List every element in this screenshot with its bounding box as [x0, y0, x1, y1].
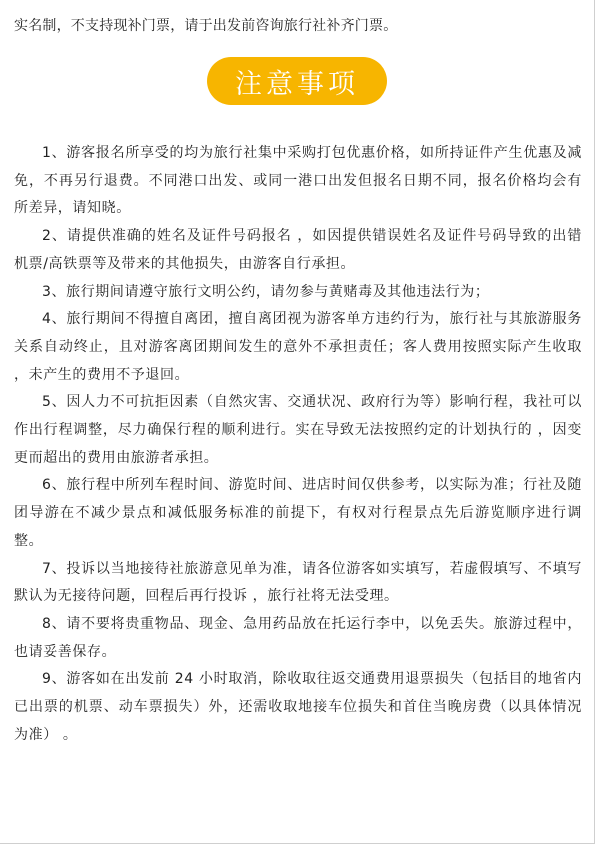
notice-item: 2、请提供准确的姓名及证件号码报名 ，如因提供错误姓名及证件号码导致的出错机票/高铁票等及带来的其他损失，由游客自行承担。 — [14, 228, 582, 272]
notice-item: 3、旅行期间请遵守旅行文明公约，请勿参与黄赌毒及其他违法行为； — [42, 283, 490, 300]
section-title: 注意事项 — [235, 68, 359, 100]
notice-item: 8、请不要将贵重物品、现金、急用药品放在托运行李中，以免丢失。旅游过程中，也请妥善保存。 — [14, 615, 582, 660]
notice-item: 9、游客如在出发前 24 小时取消，除收取往返交通费用退票损失（包括目的地省内已出票的机票、动车票损失）外，还需收取地接车位损失和首住当晚房费（以具体情况为准） 。 — [14, 671, 582, 743]
intro-line: 实名制，不支持现补门票，请于出发前咨询旅行社补齐门票。 — [14, 18, 398, 34]
notice-item: 4、旅行期间不得擅自离团，擅自离团视为游客单方违约行为，旅行社与其旅游服务关系自动终止，且对游客离团期间发生的意外不承担责任；客人费用按照实际产生收取 ，未产生的费用不予退回。 — [14, 311, 582, 383]
section-title-banner — [207, 57, 387, 105]
notice-item: 1、游客报名所享受的均为旅行社集中采购打包优惠价格，如所持证件产生优惠及减免，不再另行退费。不同港口出发、或同一港口出发但报名日期不同，报名价格均会有所差异，请知晓。 — [14, 145, 582, 217]
notice-item: 6、旅行程中所列车程时间、游览时间、进店时间仅供参考，以实际为准；行社及随团导游在不减少景点和减低服务标准的前提下，有权对行程景点先后游览顺序进行调整。 — [14, 477, 582, 549]
notice-item: 7、投诉以当地接待社旅游意见单为准，请各位游客如实填写，若虚假填写、不填写默认为无接待问题，回程后再行投诉 ，旅行社将无法受理。 — [14, 560, 582, 605]
notice-item: 5、因人力不可抗拒因素（自然灾害、交通状况、政府行为等）影响行程，我社可以作出行程调整，尽力确保行程的顺利进行。实在导致无法按照约定的计划执行的 ，因变更而超出的费用由旅游者承担。 — [14, 394, 582, 466]
notice-list — [14, 140, 582, 749]
